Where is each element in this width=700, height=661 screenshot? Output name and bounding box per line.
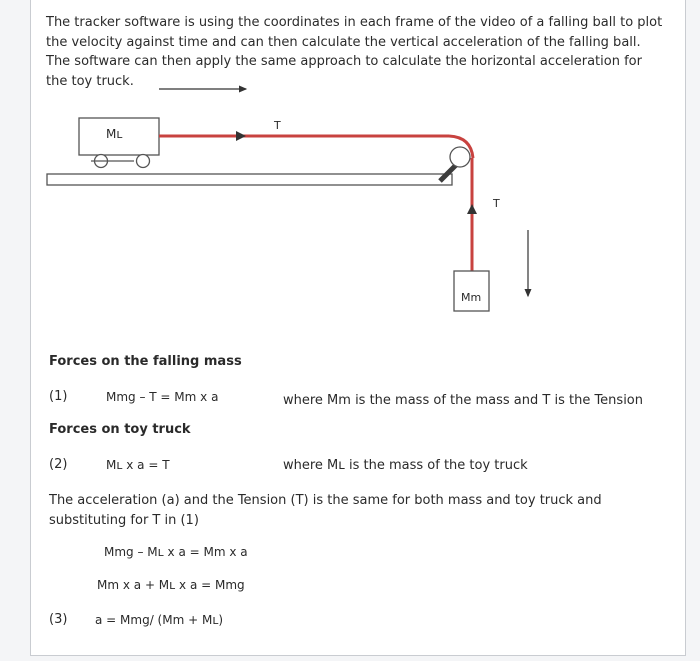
tension-label-vertical: T bbox=[493, 197, 500, 210]
tension-arrow-horizontal bbox=[236, 131, 246, 141]
intro-text: The tracker software is using the coordinates in each frame of the video of a falling ball to plot the velocity against time and can then calculate the vertical acceleration of the falling ball. The software can then apply the same approach to calculate the horizontal acceleration for the toy truck. bbox=[46, 15, 663, 89]
equation-1: Mmg – T = Mm x a bbox=[106, 390, 219, 404]
heading-forces-falling-mass: Forces on the falling mass bbox=[49, 354, 242, 369]
equation-2: Mʟ x a = T bbox=[106, 458, 170, 472]
tension-arrow-vertical bbox=[467, 204, 477, 214]
table-surface bbox=[47, 174, 452, 185]
equation-1-note: where Mm is the mass of the mass and T is the Tension bbox=[283, 393, 643, 408]
truck-label: Mʟ bbox=[106, 127, 123, 141]
mass-label: Mm bbox=[461, 291, 482, 304]
equation-2-note: where Mʟ is the mass of the toy truck bbox=[283, 458, 528, 473]
document-page bbox=[30, 0, 686, 656]
tension-label-horizontal: T bbox=[274, 119, 281, 132]
pulley bbox=[450, 147, 470, 167]
derivation-line-2: Mm x a + Mʟ x a = Mmg bbox=[97, 578, 245, 592]
substitution-paragraph: The acceleration (a) and the Tension (T) is the same for both mass and toy truck and substituting for T in (1) bbox=[49, 493, 602, 528]
truck-pulley-diagram bbox=[31, 0, 685, 340]
derivation-line-3: a = Mmg/ (Mm + Mʟ) bbox=[95, 613, 224, 627]
derivation-line-1: Mmg – Mʟ x a = Mm x a bbox=[104, 545, 248, 559]
equation-number-1: (1) bbox=[49, 389, 68, 404]
equation-number-3: (3) bbox=[49, 612, 68, 627]
equation-number-2: (2) bbox=[49, 457, 68, 472]
truck-wheel-right bbox=[137, 155, 150, 168]
heading-forces-toy-truck: Forces on toy truck bbox=[49, 422, 191, 437]
